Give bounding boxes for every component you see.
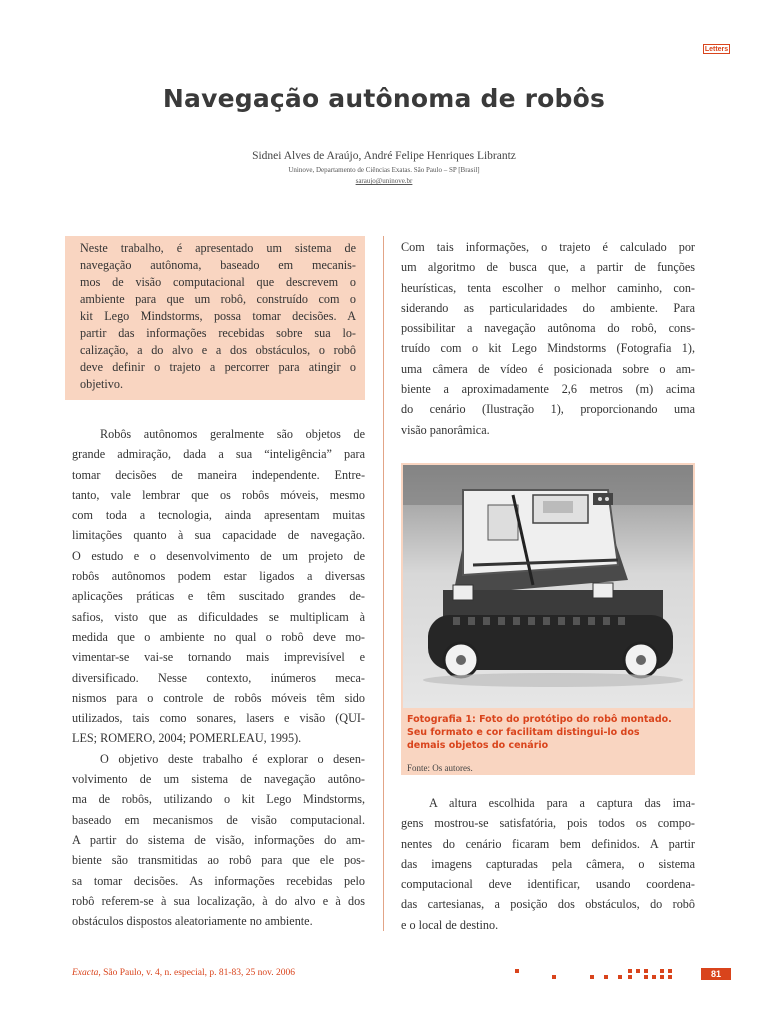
abstract-line: objetivo.: [80, 377, 123, 391]
robot-photo-illustration: [403, 465, 693, 708]
body-line: computacional deve identificar, usando coordena-: [401, 877, 695, 892]
abstract-line: ambiente para que um robô, construído com o: [80, 292, 356, 306]
abstract-line: calização, a do alvo e a dos obstáculos, o robô: [80, 343, 356, 357]
body-line: siderando as particularidades do ambiente. Para: [401, 300, 695, 315]
article-email: [0, 177, 768, 185]
body-line: volvimento de um sistema de navegação autôno-: [72, 772, 365, 787]
body-line: Robôs autônomos geralmente são objetos de: [100, 427, 365, 441]
robot-photo: [403, 465, 693, 708]
body-line: safios, visto que as dificuldades se multiplicam à: [72, 609, 365, 624]
body-line: A partir do sistema de visão, informações do am-: [72, 832, 365, 847]
body-line: obstáculos dispostos aleatoriamente no ambiente.: [72, 914, 313, 929]
body-line: aplicações práticas e têm suscitado grandes de-: [72, 589, 365, 604]
right-column-body-bottom: [401, 793, 695, 935]
body-line: sa tomar decisões. As informações recebidas pelo: [72, 873, 365, 888]
body-line: O estudo e o desenvolvimento de um projeto de: [72, 548, 365, 563]
body-line: diversificado. Nesse contexto, inúmeros meca-: [72, 670, 365, 685]
body-line: grande admiração, dada a sua “inteligência” para: [72, 447, 365, 462]
body-line: gens mostrou-se satisfatória, pois todos os compo-: [401, 816, 695, 831]
body-line: vimentar-se vai-se tornando mais imprevisível e: [72, 650, 365, 665]
right-column-body-top: [401, 237, 695, 440]
email-link[interactable]: saraujo@uninove.br: [355, 177, 413, 185]
body-line: truído com o kit Lego Mindstorms (Fotografia 1),: [401, 341, 695, 356]
body-line: possibilitar a navegação autônoma do robô, cons-: [401, 321, 695, 336]
column-divider: [383, 236, 384, 931]
body-line: com toda a tecnologia, ainda apresentam muitas: [72, 508, 365, 523]
abstract-line: deve definir o trajeto a percorrer para atingir o: [80, 360, 356, 374]
body-line: baseado em mecanismos de visão computacional.: [72, 812, 365, 827]
abstract-line: kit Lego Mindstorms, possa tomar decisões. A: [80, 309, 356, 323]
caption-line: demais objetos do cenário: [407, 740, 549, 751]
caption-line: Seu formato e cor facilitam distingui-lo dos: [407, 727, 640, 738]
body-line: visão panorâmica.: [401, 422, 490, 437]
body-line: nismos para o controle de robôs móveis têm sido: [72, 690, 365, 705]
body-line: tanto, vale lembrar que os robôs móveis, mesmo: [72, 487, 365, 502]
footer-citation: [72, 968, 295, 978]
article-title: Navegação autônoma de robôs: [162, 84, 606, 113]
body-line: robô referem-se à sua localização, à do alvo e à dos: [72, 893, 365, 908]
body-line: ma de robôs, utilizando o kit Lego Mindstorms,: [72, 792, 365, 807]
body-line: biente são transmitidas ao robô para que ele pos-: [72, 853, 365, 868]
abstract-line: navegação autônoma, baseado em mecanis-: [80, 258, 356, 272]
journal-name: Exacta: [72, 968, 99, 978]
article-affiliation: Uninove, Departamento de Ciências Exatas. São Paulo – SP [Brasil]: [288, 166, 480, 174]
caption-line: Fotografia 1: Foto do protótipo do robô montado.: [407, 714, 672, 725]
body-line: um algoritmo de busca que, a partir de funções: [401, 260, 695, 275]
abstract-line: mos de visão computacional que descrevem o: [80, 275, 356, 289]
body-line: das imagens capturadas pela câmera, o sistema: [401, 856, 695, 871]
figure-source: Fonte: Os autores.: [407, 763, 473, 773]
body-line: robôs autônomos podem estar ligados a diversas: [72, 569, 365, 584]
body-line: nentes do cenário ficaram bem definidos. A partir: [401, 836, 695, 851]
article-authors: Sidnei Alves de Araújo, André Felipe Henriques Librantz: [252, 150, 516, 162]
decorative-dots: [512, 967, 677, 981]
abstract-line: Neste trabalho, é apresentado um sistema de: [80, 241, 356, 255]
abstract-box: [65, 236, 365, 400]
body-line: biente a aproximadamente 2,6 metros (m) acima: [401, 382, 695, 397]
body-line: e o local de destino.: [401, 917, 499, 932]
body-line: LES; ROMERO, 2004; POMERLEAU, 1995).: [72, 731, 302, 746]
body-line: tomar decisões de maneira independente. Entre-: [72, 467, 365, 482]
body-line: limitações quanto à sua capacidade de navegação.: [72, 528, 365, 543]
body-line: utilizados, tais como sonares, lasers e visão (QUI-: [72, 711, 365, 726]
figure-caption: [407, 713, 691, 752]
body-line: uma câmera de vídeo é posicionada sobre o am-: [401, 361, 695, 376]
body-line: heurísticas, tenta escolher o melhor caminho, con-: [401, 280, 695, 295]
abstract-line: partir das informações recebidas sobre sua lo-: [80, 326, 356, 340]
body-line: das cartesianas, a posição dos obstáculos, do robô: [401, 897, 695, 912]
page-number: 81: [701, 968, 731, 980]
body-line: medida que o ambiente no qual o robô deve mo-: [72, 629, 365, 644]
body-line: A altura escolhida para a captura das ima-: [429, 796, 695, 810]
body-line: do cenário (Ilustração 1), proporcionando uma: [401, 402, 695, 417]
section-tag: Letters: [704, 46, 729, 53]
left-column-body: [72, 424, 365, 931]
body-line: Com tais informações, o trajeto é calculado por: [401, 240, 695, 254]
body-line: O objetivo deste trabalho é explorar o desen-: [100, 751, 365, 766]
citation-text: , São Paulo, v. 4, n. especial, p. 81-83, 25 nov. 2006: [98, 968, 296, 978]
